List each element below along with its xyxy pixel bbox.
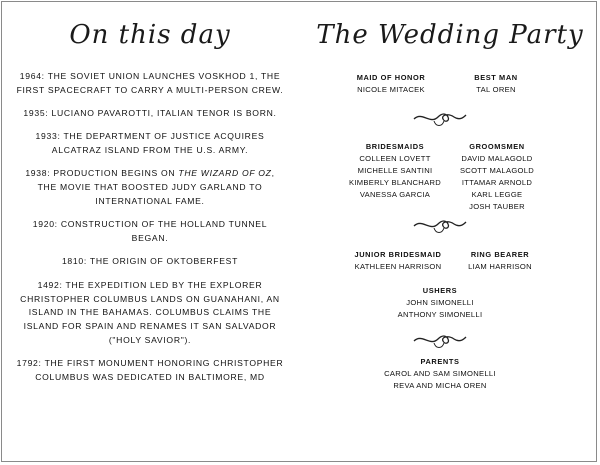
event-item: 1792: THE FIRST MONUMENT HONORING CHRISTOPHER COLUMBUS WAS DEDICATED IN BALTIMORE, MD xyxy=(16,358,284,383)
event-text: 1933: THE DEPARTMENT OF JUSTICE ACQUIRES ALCATRAZ ISLAND FROM THE U.S. ARMY. xyxy=(35,131,265,156)
event-item: 1964: THE SOVIET UNION LAUNCHES VOSKHOD 1, THE FIRST SPACECRAFT TO CARRY A MULTI-PERSON CREW. xyxy=(16,71,284,95)
person-name: DAVID MALAGOLD xyxy=(461,154,533,163)
event-year: 1792 xyxy=(16,358,39,369)
event-item xyxy=(16,218,284,246)
person-name: JOHN SIMONELLI xyxy=(406,298,474,307)
wedding-party-page xyxy=(300,0,600,463)
event-text: , THE MOVIE THAT BOOSTED JUDY GARLAND TO INTERNATIONAL FAME. xyxy=(37,168,275,207)
role-heading: JUNIOR BRIDESMAID xyxy=(354,250,442,259)
person-name: NICOLE MITACEK xyxy=(357,85,425,94)
role-heading: BEST MAN xyxy=(474,73,518,82)
person-name: SCOTT MALAGOLD xyxy=(459,166,535,175)
event-item xyxy=(16,130,284,158)
event-text: PRODUCTION BEGINS ON xyxy=(53,168,179,179)
best-man-block xyxy=(460,72,532,96)
ring-bearer-block xyxy=(460,249,540,273)
person-name: ANTHONY SIMONELLI xyxy=(397,310,483,319)
person-name: CAROL AND SAM SIMONELLI xyxy=(384,369,496,378)
groomsmen-block xyxy=(452,141,542,213)
person-name: TAL OREN xyxy=(476,85,516,94)
event-item: 1492: THE EXPEDITION LED BY THE EXPLORER CHRISTOPHER COLUMBUS LANDS ON GUANAHANI, AN ISLAND IN THE BAHAMAS. COLUMBUS CLAIMS THE ISLAND FOR SPAIN AND RENAMES IT SAN SALVADOR ("HOLY SAVIOR"). xyxy=(20,279,280,345)
person-name: MICHELLE SANTINI xyxy=(357,166,433,175)
junior-bridesmaid-block xyxy=(348,249,448,273)
events-list xyxy=(16,70,284,394)
event-text: THE EXPEDITION LED BY THE EXPLORER CHRISTOPHER COLUMBUS LANDS ON GUANAHANI, AN ISLAND IN THE BAHAMAS. COLUMBUS CLAIMS THE ISLAND FOR SPAIN AND RENAMES IT SAN SALVADOR ("HOLY SAVIOR"). xyxy=(20,279,280,345)
person-name: ITTAMAR ARNOLD xyxy=(461,178,533,187)
person-name: KATHLEEN HARRISON xyxy=(354,262,442,271)
role-heading: RING BEARER xyxy=(470,250,530,259)
person-name: JOSH TAUBER xyxy=(469,202,525,211)
event-text: THE FIRST MONUMENT HONORING CHRISTOPHER COLUMBUS WAS DEDICATED IN BALTIMORE, MD xyxy=(35,358,284,383)
event-text: 1810: THE ORIGIN OF OKTOBERFEST xyxy=(61,256,239,267)
person-name: LIAM HARRISON xyxy=(468,262,532,271)
event-item: 1938: PRODUCTION BEGINS ON THE WIZARD OF OZ, THE MOVIE THAT BOOSTED JUDY GARLAND TO INTERNATIONAL FAME. xyxy=(25,168,275,207)
movie-title: THE WIZARD OF OZ xyxy=(178,168,272,179)
person-name: REVA AND MICHA OREN xyxy=(393,381,487,390)
flourish-ornament xyxy=(412,214,468,236)
page-title: On this day xyxy=(69,20,231,50)
role-heading: MAID OF HONOR xyxy=(356,73,426,82)
role-heading: BRIDESMAIDS xyxy=(365,142,425,151)
event-text: 1935: LUCIANO PAVAROTTI, ITALIAN TENOR IS BORN. xyxy=(23,108,277,119)
person-name: KARL LEGGE xyxy=(471,190,523,199)
person-name: COLLEEN LOVETT xyxy=(359,154,431,163)
flourish-ornament xyxy=(412,329,468,351)
event-item xyxy=(16,107,284,121)
role-heading: PARENTS xyxy=(420,357,460,366)
event-year: 1938 xyxy=(25,168,48,179)
role-heading: GROOMSMEN xyxy=(469,142,525,151)
on-this-day-page xyxy=(0,0,300,463)
event-text: THE SOVIET UNION LAUNCHES VOSKHOD 1, THE FIRST SPACECRAFT TO CARRY A MULTI-PERSON CREW. xyxy=(16,71,284,95)
page-title: The Wedding Party xyxy=(316,20,584,50)
event-item xyxy=(16,255,284,269)
bridesmaids-block xyxy=(340,141,450,201)
parents-block xyxy=(360,356,520,392)
person-name: VANESSA GARCIA xyxy=(359,190,431,199)
event-text: 1920: CONSTRUCTION OF THE HOLLAND TUNNEL BEGAN. xyxy=(32,219,268,244)
person-name: KIMBERLY BLANCHARD xyxy=(348,178,442,187)
event-year: 1492 xyxy=(37,279,60,290)
flourish-ornament xyxy=(412,107,468,129)
event-year: 1964 xyxy=(19,71,42,81)
role-heading: USHERS xyxy=(422,286,458,295)
ushers-block xyxy=(380,285,500,321)
maid-of-honor-block xyxy=(346,72,436,96)
